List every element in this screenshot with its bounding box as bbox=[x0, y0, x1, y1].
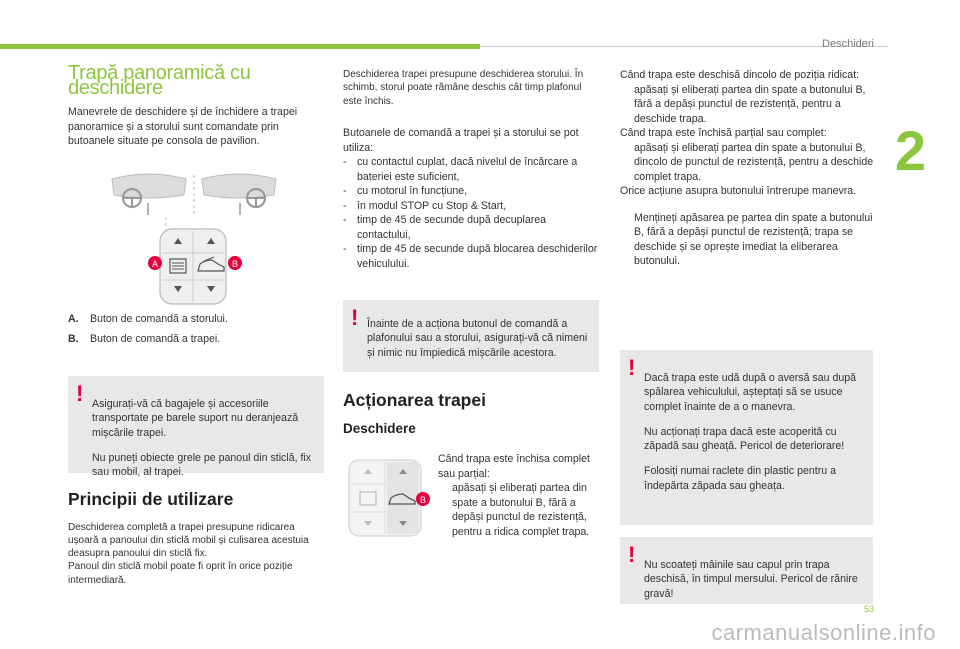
instruction-step: apăsați și eliberați partea din spate a butonului B, dincolo de punctul de rezistență, pentru a deschide complet trapa. bbox=[634, 141, 874, 183]
intro-text: Manevrele de deschidere și de închidere a trapei panoramice și a storului sunt comandate prin butoanele situate pe consola de pavilion. bbox=[68, 106, 298, 147]
warning-box-luggage: ! Asigurați-vă că bagajele și accesoriile transportate pe barele suport nu deranjează mișcările trapei. Nu puneți obiecte grele pe panoul din sticlă, fix sau mobil, al trapei. bbox=[68, 376, 324, 473]
chapter-number: 2 bbox=[894, 119, 926, 182]
open-instructions: Când trapa este închisa complet sau parțial: apăsați și eliberați partea din spate a butonului B, fără a depăși punctul de rezistență, pentru a ridica complet trapa. bbox=[438, 452, 598, 539]
condition-item: - cu motorul în funcțiune, bbox=[343, 185, 468, 197]
principles-heading: Principii de utilizare bbox=[68, 489, 234, 509]
warning-box-obstruction: ! Înainte de a acționa butonul de comandă a plafonului sau a storului, asigurați-vă că nimeni și nimic nu împiedică mișcările acestora. bbox=[343, 300, 599, 372]
condition-item: - cu contactul cuplat, dacă nivelul de încărcare a bateriei este suficient, bbox=[343, 156, 578, 183]
callout-b-label: B bbox=[231, 259, 239, 269]
blind-note: Deschiderea trapei presupune deschiderea storului. În schimb, storul poate rămâne deschis cât timp plafonul este închis. bbox=[343, 69, 584, 107]
warning-icon: ! bbox=[351, 305, 359, 330]
condition-item: - timp de 45 de secunde după decuplarea contactului, bbox=[343, 214, 547, 241]
section-title: Deschideri bbox=[822, 38, 874, 50]
page-number: 53 bbox=[863, 604, 874, 614]
legend-item-b: B. Buton de comandă a trapei. bbox=[68, 332, 221, 345]
warning-box-wet-snow: ! Dacă trapa este udă după o aversă sau după spălarea vehiculului, așteptați să se usuce complet înainte de a o manevra. Nu acționați trapa dacă este acoperită cu zăpadă sau gheață. Pericol de deteriorare! Folosiți numai raclete din plastic pentru a îndepărta zăpada sau gheața. bbox=[620, 350, 873, 525]
left-column bbox=[68, 62, 324, 149]
warning-icon: ! bbox=[76, 381, 84, 406]
condition-item: - timp de 45 de secunde după blocarea deschiderilor vehiculului. bbox=[343, 243, 598, 270]
warning-box-hands: ! Nu scoateți mâinile sau capul prin trapa deschisă, în timpul mersului. Pericol de rănire gravă! bbox=[620, 537, 873, 604]
roof-console-figure bbox=[104, 165, 284, 310]
sun-visor-right-icon bbox=[202, 174, 276, 215]
right-instructions: Când trapa este deschisă dincolo de poziția ridicat: apăsați și eliberați partea din spate a butonului B, fără a depăși punctul de rezistență, pentru a deschide trapa. Când trapa este închisă parțial sau complet: apăsați și eliberați partea din spate a butonului B, dincolo de punctul de rezistență, pentru a deschide complet trapa. Orice acțiune asupra butonului întrerupe manevra. Mențineți apăsarea pe partea din spate a butonului B, fără a depăși punctul de rezistență; trapa se deschide și se oprește imediat la eliberarea butonului. bbox=[620, 68, 876, 269]
instruction-step: Mențineți apăsarea pe partea din spate a butonului B, fără a depăși punctul de rezistență; trapa se deschide și se oprește imediat la eliberarea butonului. bbox=[634, 211, 873, 267]
figure-legend bbox=[68, 312, 324, 346]
callout-a-label: A bbox=[151, 259, 159, 269]
instruction-step: apăsați și eliberați partea din spate a butonului B, fără a depăși punctul de rezistență, pentru a deschide trapa. bbox=[634, 83, 866, 125]
header-accent-bar bbox=[0, 44, 480, 49]
action-section bbox=[343, 390, 599, 436]
warning-icon: ! bbox=[628, 542, 636, 567]
action-heading: Acționarea trapei bbox=[343, 390, 486, 410]
sun-visor-left-icon bbox=[112, 174, 186, 215]
open-heading: Deschidere bbox=[343, 420, 416, 436]
page-title: Trapă panoramică cu deschidere bbox=[68, 62, 251, 99]
sunroof-button-detail-figure bbox=[343, 458, 435, 540]
conditions-section: Butoanele de comandă a trapei și a storului se pot utiliza: - cu contactul cuplat, dacă nivelul de încărcare a bateriei este suficient, - cu motorul în funcțiune, - în modul STOP cu Stop & Start, - timp de 45 de secunde după decuplarea contactului, - timp de 45 de secunde după blocarea deschiderilor vehiculului. bbox=[343, 127, 598, 270]
callout-b-label: B bbox=[419, 495, 427, 505]
instruction-step: apăsați și eliberați partea din spate a butonului B, fără a depăși punctul de rezistență, pentru a ridica complet trapa. bbox=[452, 482, 590, 538]
principles-section: Principii de utilizare Deschiderea completă a trapei presupune ridicarea ușoară a panoului din sticlă mobil și culisarea acestuia deasupra panoului din sticlă fix. Panoul din sticlă mobil poate fi oprit în orice poziție intermediară. bbox=[68, 492, 324, 587]
condition-item: - în modul STOP cu Stop & Start, bbox=[343, 199, 507, 212]
legend-item-a: A. Buton de comandă a storului. bbox=[68, 313, 228, 325]
warning-icon: ! bbox=[628, 355, 636, 380]
watermark: carmanualsonline.info bbox=[711, 620, 936, 645]
